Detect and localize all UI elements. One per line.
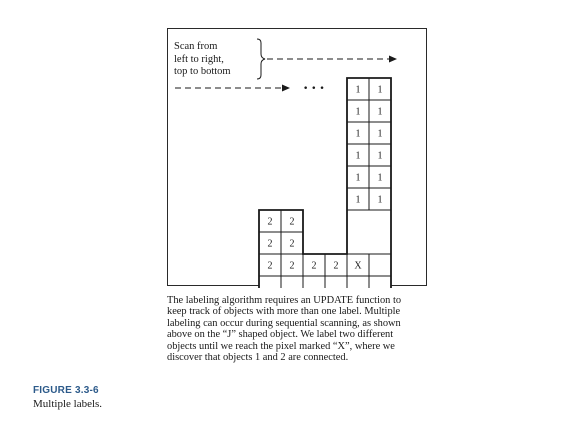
caption-line: keep track of objects with more than one label. Multiple <box>167 306 401 318</box>
scan-note-line: top to bottom <box>174 66 231 77</box>
caption-line: objects until we reach the pixel marked “X”, where we <box>167 340 395 352</box>
scan-arrow-top-head <box>389 56 397 63</box>
caption-line: The labeling algorithm requires an UPDATE function to <box>167 295 402 306</box>
grid-cell <box>259 276 281 288</box>
pixel-label: 1 <box>377 128 383 140</box>
pixel-label: 2 <box>267 238 273 250</box>
pixel-label: 2 <box>289 238 295 250</box>
figure-caption <box>167 295 429 363</box>
pixel-label: 1 <box>355 84 361 96</box>
caption-line: discover that objects 1 and 2 are connected. <box>167 352 349 364</box>
pixel-label: 1 <box>377 84 383 96</box>
pixel-label: 1 <box>355 150 361 162</box>
pixel-label: 1 <box>355 128 361 140</box>
caption-line: labeling can occur during sequential scanning, as shown <box>167 317 401 329</box>
pixel-label: 2 <box>333 260 339 272</box>
grid-cell <box>325 276 347 288</box>
grid-cell <box>369 254 391 276</box>
pixel-grid <box>259 78 391 288</box>
figure-title: Multiple labels. <box>33 398 103 410</box>
scan-arrow-bottom-head <box>282 85 290 92</box>
scan-note-line: Scan from <box>174 41 218 52</box>
pixel-label: 2 <box>267 216 273 228</box>
scan-instruction <box>174 41 231 79</box>
pixel-label: 1 <box>377 150 383 162</box>
caption-line: above on the “J” shaped object. We label two different <box>167 329 394 341</box>
grid-cell <box>303 276 325 288</box>
scan-ellipsis: • • • <box>303 84 325 94</box>
pixel-label: 2 <box>267 260 273 272</box>
pixel-label: 2 <box>289 216 295 228</box>
pixel-label: 1 <box>377 194 383 206</box>
figure-number: FIGURE 3.3-6 <box>33 385 99 396</box>
pixel-label: 1 <box>355 106 361 118</box>
pixel-label: 1 <box>377 172 383 184</box>
grid-cell <box>347 276 369 288</box>
pixel-label: 2 <box>311 260 317 272</box>
brace <box>257 39 265 79</box>
pixel-label: 1 <box>355 194 361 206</box>
grid-cell <box>369 276 391 288</box>
pixel-label: 1 <box>377 106 383 118</box>
pixel-x-marker: X <box>354 260 362 272</box>
grid-cell <box>281 276 303 288</box>
scan-note-line: left to right, <box>174 53 224 65</box>
pixel-label: 2 <box>289 260 295 272</box>
pixel-label: 1 <box>355 172 361 184</box>
